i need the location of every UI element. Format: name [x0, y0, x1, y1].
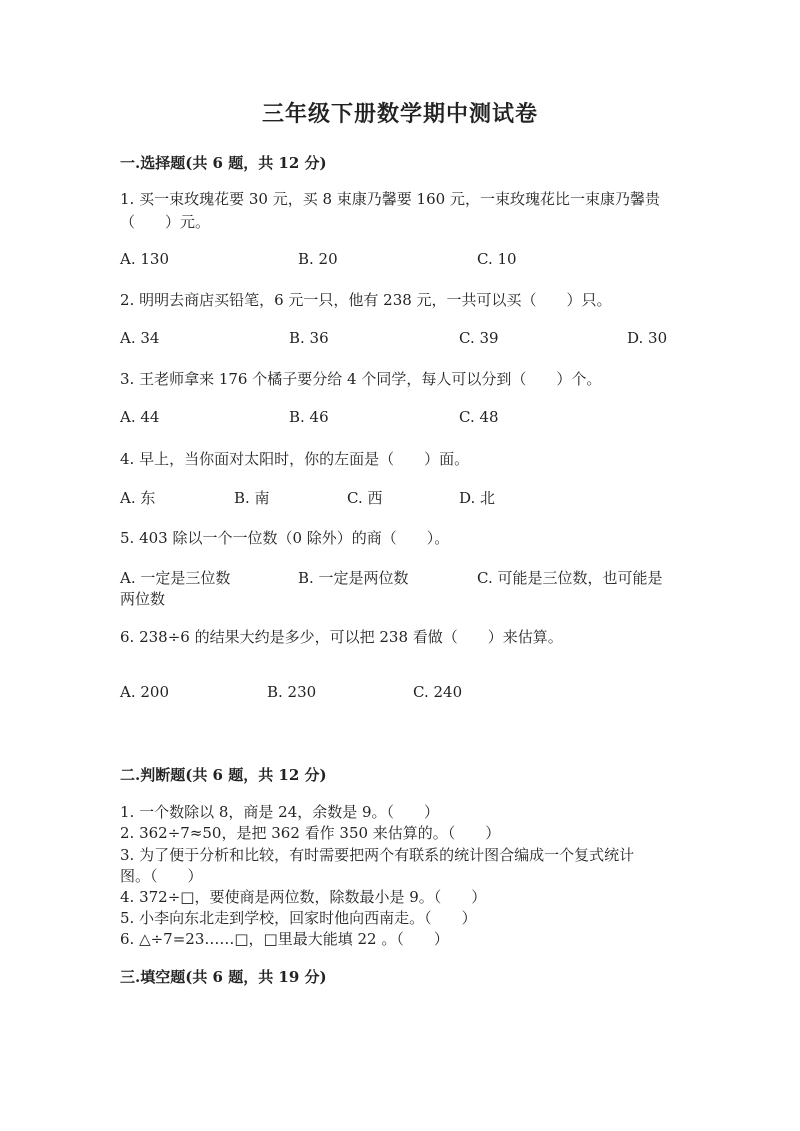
- question-4-option-b: B. 南: [234, 489, 270, 507]
- question-4-text: 4. 早上，当你面对太阳时，你的左面是（ ）面。: [120, 450, 470, 468]
- question-6-option-a: A. 200: [120, 683, 169, 701]
- judgement-item-4: 4. 372÷□，要使商是两位数，除数最小是 9。（ ）: [120, 888, 487, 906]
- question-3-option-c: C. 48: [459, 408, 499, 426]
- judgement-item-3: 3. 为了便于分析和比较，有时需要把两个有联系的统计图合编成一个复式统计: [120, 846, 635, 864]
- question-2-text: 2. 明明去商店买铅笔，6 元一只，他有 238 元，一共可以买（ ）只。: [120, 291, 612, 309]
- page-title: 三年级下册数学期中测试卷: [261, 101, 538, 127]
- question-6-option-c: C. 240: [413, 683, 463, 701]
- question-5-option-b: B. 一定是两位数: [298, 569, 409, 587]
- question-6-option-b: B. 230: [267, 683, 317, 701]
- section-heading-judgement: 二.判断题(共 6 题，共 12 分): [120, 766, 327, 784]
- question-1-text: 1. 买一束玫瑰花要 30 元，买 8 束康乃馨要 160 元，一束玫瑰花比一束康乃馨贵: [120, 190, 660, 208]
- question-4-option-d: D. 北: [459, 489, 496, 507]
- question-4-option-a: A. 东: [120, 489, 156, 507]
- question-1-text-cont: （ ）元。: [120, 213, 211, 231]
- section-heading-fill-blank: 三.填空题(共 6 题，共 19 分): [120, 968, 327, 986]
- question-2-option-c: C. 39: [459, 329, 499, 347]
- question-2-option-b: B. 36: [289, 329, 329, 347]
- question-5-option-c-cont: 两位数: [120, 590, 166, 608]
- question-5-option-a: A. 一定是三位数: [120, 569, 231, 587]
- question-6-text: 6. 238÷6 的结果大约是多少，可以把 238 看做（ ）来估算。: [120, 628, 563, 646]
- judgement-item-5: 5. 小李向东北走到学校，回家时他向西南走。（ ）: [120, 909, 477, 927]
- judgement-item-3-cont: 图。（ ）: [120, 867, 203, 885]
- section-heading-choice: 一.选择题(共 6 题，共 12 分): [120, 154, 327, 172]
- question-4-option-c: C. 西: [347, 489, 383, 507]
- question-3-option-a: A. 44: [120, 408, 160, 426]
- question-2-option-a: A. 34: [120, 329, 160, 347]
- judgement-item-1: 1. 一个数除以 8，商是 24，余数是 9。（ ）: [120, 803, 440, 821]
- question-5-text: 5. 403 除以一个一位数（0 除外）的商（ ）。: [120, 529, 450, 547]
- question-3-option-b: B. 46: [289, 408, 329, 426]
- question-1-option-a: A. 130: [120, 250, 169, 268]
- judgement-item-2: 2. 362÷7≈50，是把 362 看作 350 来估算的。（ ）: [120, 824, 501, 842]
- question-3-text: 3. 王老师拿来 176 个橘子要分给 4 个同学，每人可以分到（ ）个。: [120, 370, 602, 388]
- question-1-option-c: C. 10: [477, 250, 517, 268]
- question-1-option-b: B. 20: [298, 250, 338, 268]
- question-5-option-c: C. 可能是三位数，也可能是: [477, 569, 663, 587]
- judgement-item-6: 6. △÷7=23……□，□里最大能填 22 。（ ）: [120, 930, 449, 948]
- question-2-option-d: D. 30: [627, 329, 668, 347]
